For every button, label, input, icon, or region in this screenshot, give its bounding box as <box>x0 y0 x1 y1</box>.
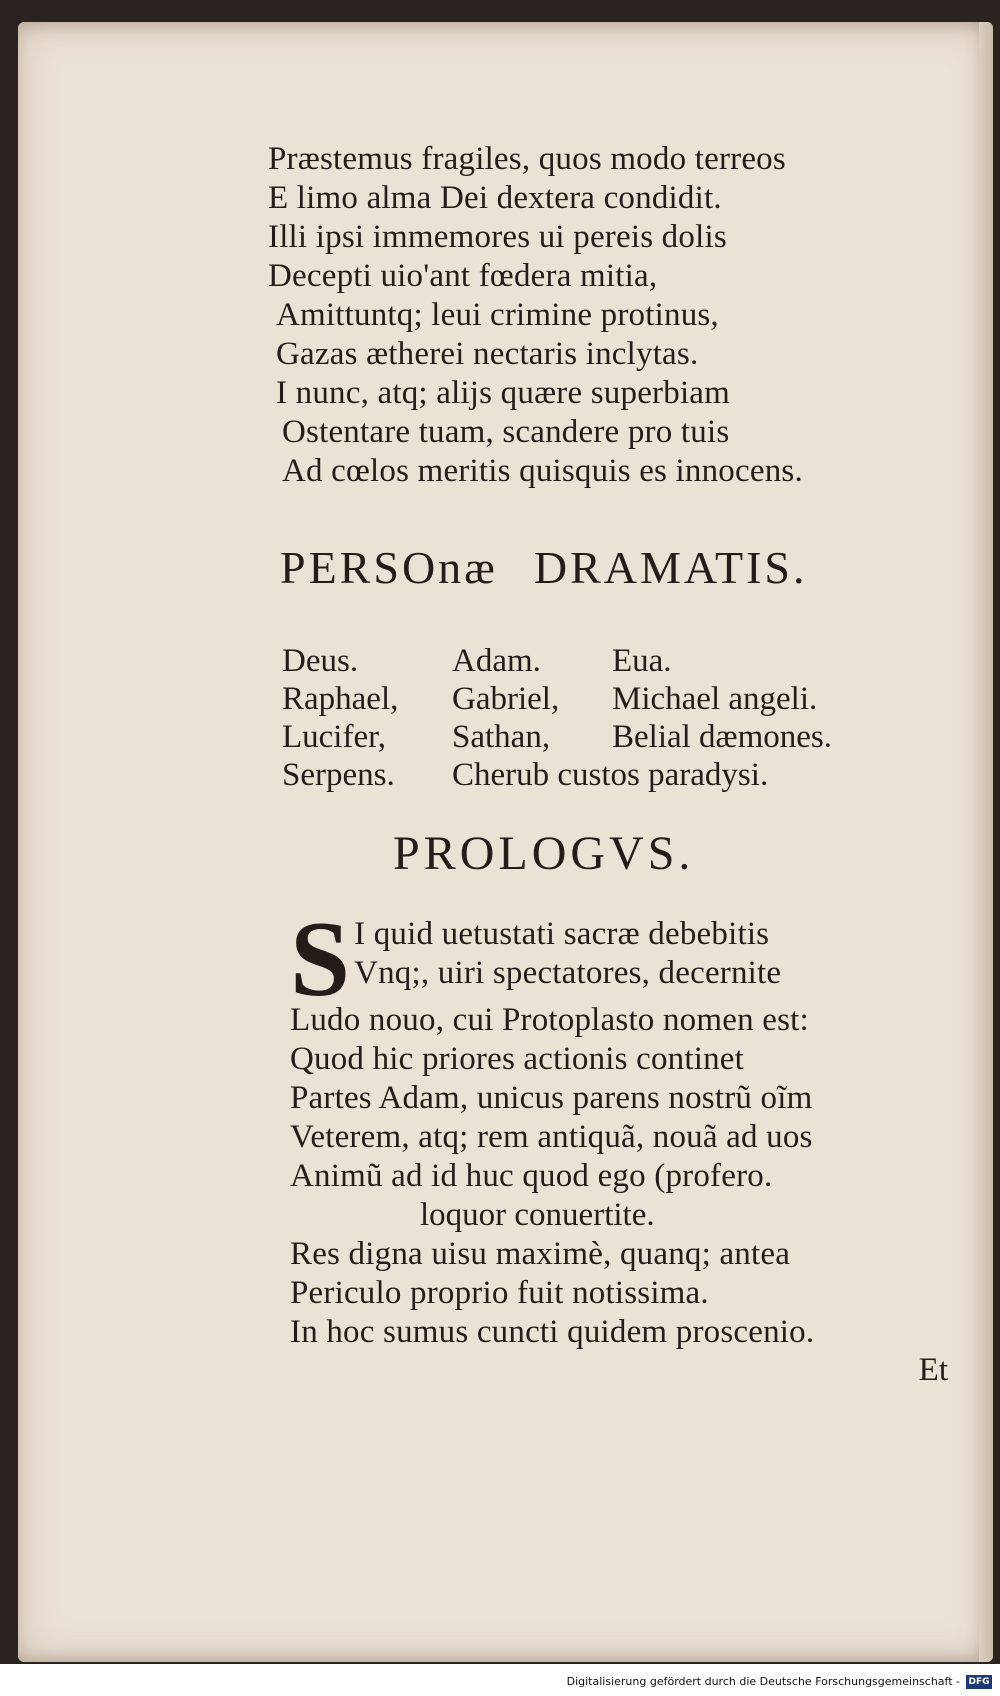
cast-name: Belial dæmones. <box>612 719 832 755</box>
digitization-footer <box>0 1664 1000 1696</box>
verse-line: E limo alma Dei dextera condidit. <box>268 180 722 216</box>
cast-row <box>282 718 862 756</box>
page-fore-edge <box>979 22 993 1662</box>
verse-line: Decepti uio'ant fœdera mitia, <box>268 258 658 294</box>
cast-name: Gabriel, <box>452 681 560 717</box>
verse-line: I nunc, atq; alijs quære superbiam <box>276 375 731 411</box>
turnover-line: loquor conuertite. <box>420 1197 655 1233</box>
personae-heading <box>280 541 958 594</box>
verse-line: Gazas ætherei nectaris inclytas. <box>276 336 699 372</box>
cast-name: Michael angeli. <box>612 681 818 717</box>
catchword: Et <box>918 1352 948 1388</box>
book-page <box>18 22 993 1662</box>
drop-cap-initial: S <box>290 900 351 1019</box>
cast-name: Raphael, <box>282 681 399 717</box>
page-text-block <box>268 140 958 1388</box>
personae-heading-word: PERSOnæ <box>280 542 498 593</box>
cast-name: Sathan, <box>452 719 551 755</box>
cast-name: Deus. <box>282 643 359 679</box>
verse-line: Periculo proprio fuit notissima. <box>290 1275 709 1311</box>
cast-row <box>282 756 862 794</box>
verse-line: I quid uetustati sacræ debebitis <box>354 916 770 952</box>
funding-credit: Digitalisierung gefördert durch die Deutsche Forschungsgemeinschaft - <box>566 1675 960 1688</box>
cast-name: Cherub custos paradysi. <box>452 757 769 793</box>
verse-line: Amittuntq; leui crimine protinus, <box>276 297 719 333</box>
cast-row <box>282 680 862 718</box>
dfg-logo: DFG <box>966 1675 992 1689</box>
cast-name: Eua. <box>612 643 672 679</box>
verse-line: Vnq;, uiri spectatores, decernite <box>354 955 782 991</box>
cast-name: Serpens. <box>282 757 395 793</box>
verse-line: Ad cœlos meritis quisquis es innocens. <box>282 453 803 489</box>
verse-line: Partes Adam, unicus parens nostrũ oĩm <box>290 1080 813 1116</box>
cast-name: Adam. <box>452 643 541 679</box>
verse-line: In hoc sumus cuncti quidem proscenio. <box>290 1314 815 1350</box>
prologue-heading: PROLOGVS. <box>393 827 695 880</box>
verse-line: Res digna uisu maximè, quanq; antea <box>290 1236 791 1272</box>
verse-line: Quod hic priores actionis continet <box>290 1041 745 1077</box>
verse-line: Præstemus fragiles, quos modo terreos <box>268 141 786 177</box>
opening-verse <box>268 140 958 491</box>
cast-list <box>282 642 862 794</box>
verse-line: Animũ ad id huc quod ego (profero. <box>290 1158 773 1194</box>
verse-line: Veterem, atq; rem antiquã, nouã ad uos <box>290 1119 813 1155</box>
verse-line: Illi ipsi immemores ui pereis dolis <box>268 219 727 255</box>
dramatis-heading-word: DRAMATIS. <box>533 542 808 593</box>
verse-line: Ludo nouo, cui Protoplasto nomen est: <box>290 1002 809 1038</box>
verse-line: Ostentare tuam, scandere pro tuis <box>282 414 730 450</box>
cast-row <box>282 642 862 680</box>
prologue-text <box>290 900 958 1388</box>
cast-name: Lucifer, <box>282 719 387 755</box>
